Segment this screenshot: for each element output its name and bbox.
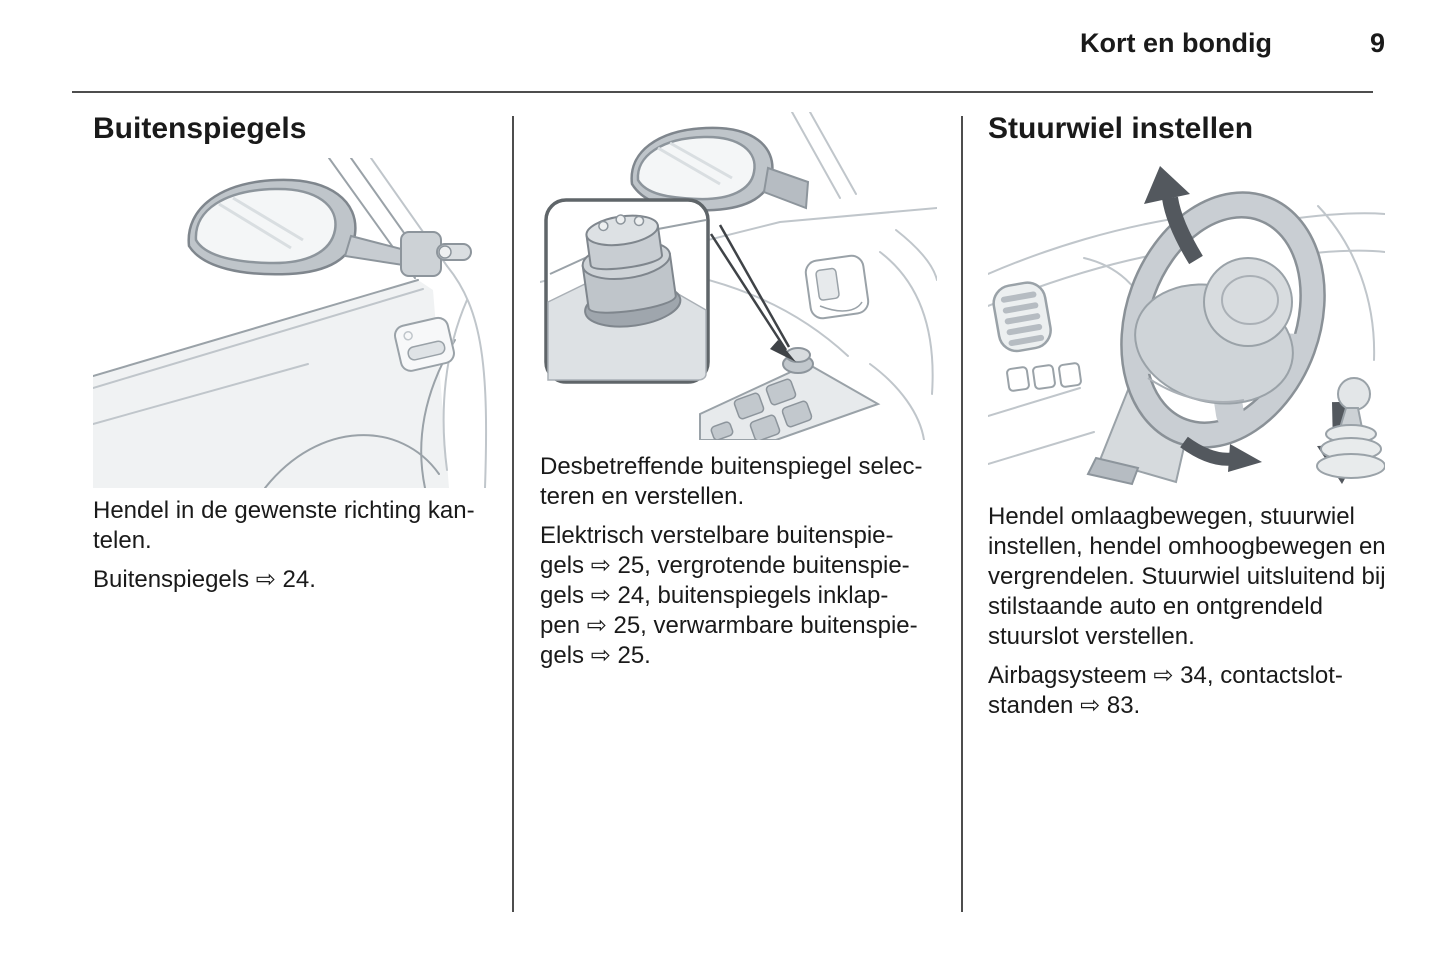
steering-wheel-hint [880,252,933,394]
air-vent [991,280,1054,354]
buitenspiegels-text [93,496,491,595]
lever-arrow [1184,442,1262,472]
heading-buitenspiegels: Buitenspiegels [93,112,307,145]
door-switch-panel [700,348,878,440]
column-spiegel-verstellen [540,112,938,671]
text-line: Hendel in de gewenste richting kan- [93,497,475,524]
exterior-mirror-illustration [93,158,491,488]
gear-shifter [1317,378,1385,478]
mirror-adjuster-illustration [540,112,937,440]
text-line: instellen, hendel omhoogbewegen en [988,533,1386,560]
text-line: Airbagsysteem ⇨ 34, contactslot- [988,662,1343,689]
text-line: standen ⇨ 83. [988,692,1141,719]
mirror-arm [345,236,405,265]
dashboard-switches [1007,363,1082,392]
mirror-arm [764,168,808,208]
paragraph [988,502,1386,652]
text-line: stuurslot verstellen. [988,623,1195,650]
text-line: vergrendelen. Stuurwiel uitsluitend bij [988,563,1386,590]
steering-wheel-illustration [988,162,1385,490]
text-line: gels ⇨ 25. [540,642,651,669]
mirror-bracket [401,232,441,276]
page-header-section-title: Kort en bondig [1080,28,1272,58]
column-stuurwiel-instellen [988,112,1386,721]
paragraph [540,452,938,512]
column-divider-2 [961,116,963,912]
heading-stuurwiel-instellen: Stuurwiel instellen [988,112,1254,145]
text-line: pen ⇨ 25, verwarmbare buitenspie- [540,612,918,639]
text-line: Desbetreffende buitenspiegel selec- [540,453,923,480]
text-line: gels ⇨ 24, buitenspiegels inklap- [540,582,889,609]
page-number: 9 [1369,28,1385,58]
paragraph-reference [93,565,491,595]
paragraph [93,496,491,556]
column-buitenspiegels [93,112,491,595]
adjuster-knob-inset [546,200,708,382]
stuurwiel-instellen-text [988,502,1386,721]
paragraph-references [988,661,1386,721]
column-divider-1 [512,116,514,912]
text-line: gels ⇨ 25, vergrotende buitenspie- [540,552,910,579]
callout-arrow [711,225,796,362]
header-rule [72,91,1373,93]
spiegel-verstellen-text [540,452,938,671]
text-line: Elektrisch verstelbare buitenspie- [540,522,894,549]
text-line: teren en verstellen. [540,483,745,510]
paragraph-references [540,521,938,671]
side-mirror [632,128,808,210]
text-line: stilstaande auto en ontgrendeld [988,593,1323,620]
inner-door-handle [804,254,870,320]
text-line: Buitenspiegels ⇨ 24. [93,566,316,593]
text-line: telen. [93,527,152,554]
text-line: Hendel omlaagbewegen, stuurwiel [988,503,1355,530]
side-mirror [189,180,471,276]
door-panel [93,280,449,488]
